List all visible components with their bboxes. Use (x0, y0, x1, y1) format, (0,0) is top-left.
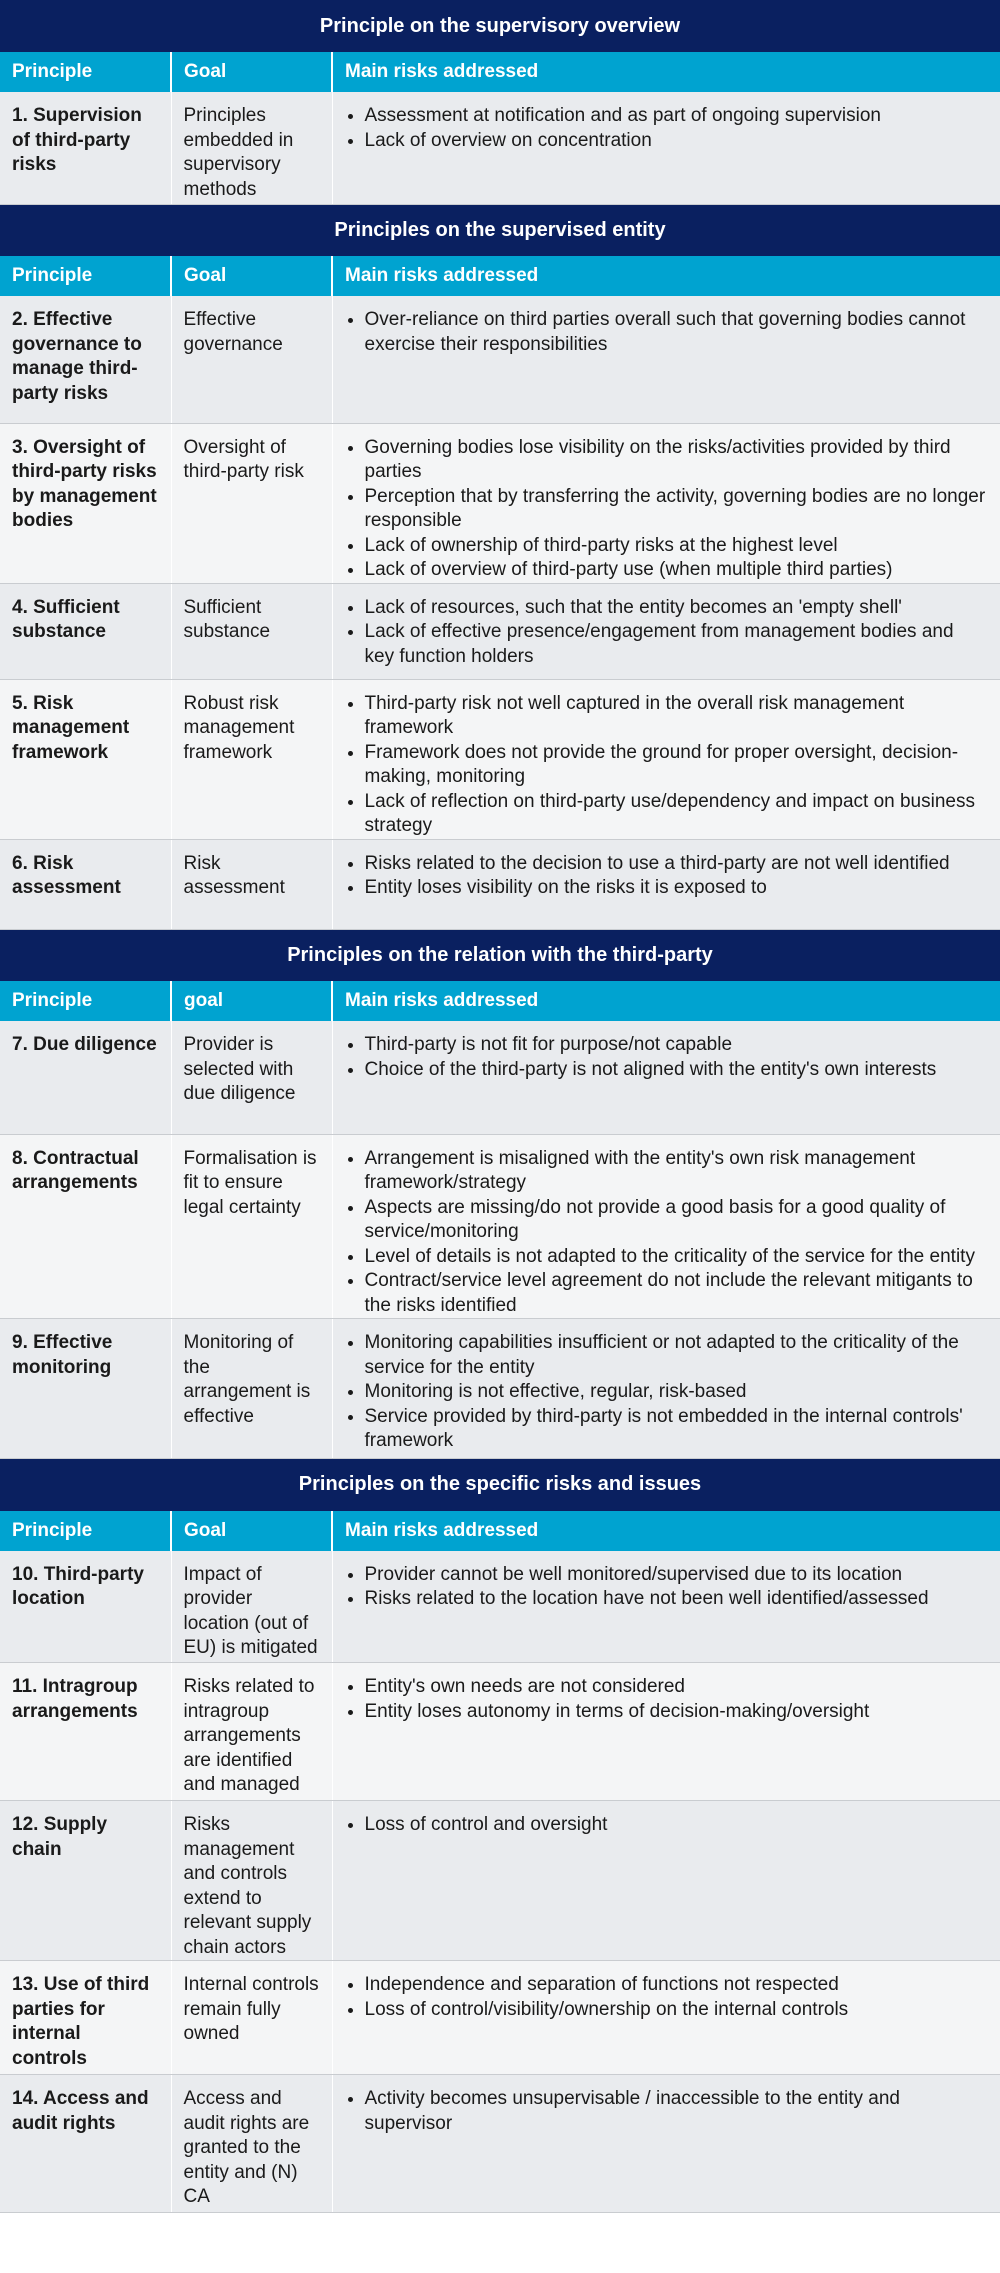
principle-cell: 7. Due diligence (0, 1021, 171, 1134)
risks-cell (332, 1801, 1000, 1961)
risk-item: • Third-party risk not well captured in the overall risk management framework (365, 692, 989, 741)
risk-item: • Activity becomes unsupervisable / inaccessible to the entity and supervisor (365, 2087, 989, 2136)
risks-cell (332, 92, 1000, 204)
risk-item: • Entity loses visibility on the risks it is exposed to (365, 876, 989, 901)
risks-list (345, 1563, 989, 1612)
principle-cell: 3. Oversight of third-party risks by management bodies (0, 423, 171, 583)
risk-item: • Lack of effective presence/engagement from management bodies and key function holders (365, 620, 989, 669)
risk-item: • Lack of overview of third-party use (when multiple third parties) (365, 558, 989, 583)
goal-cell: Robust risk management framework (171, 679, 332, 839)
risks-cell (332, 1961, 1000, 2075)
header-principle: Principle (0, 52, 171, 92)
principle-cell: 14. Access and audit rights (0, 2075, 171, 2213)
section-title: Principles on the relation with the third-party (0, 929, 1000, 981)
principle-cell: 9. Effective monitoring (0, 1319, 171, 1459)
risks-cell (332, 1551, 1000, 1663)
risks-list (345, 308, 989, 357)
risk-item: • Lack of resources, such that the entity becomes an 'empty shell' (365, 596, 989, 621)
principle-cell: 12. Supply chain (0, 1801, 171, 1961)
header-goal: Goal (171, 1511, 332, 1551)
goal-cell: Impact of provider location (out of EU) is mitigated (171, 1551, 332, 1663)
risk-item: • Risks related to the location have not been well identified/assessed (365, 1587, 989, 1612)
risk-item: • Perception that by transferring the activity, governing bodies are no longer responsible (365, 485, 989, 534)
risks-list (345, 2087, 989, 2136)
goal-cell: Risks management and controls extend to relevant supply chain actors (171, 1801, 332, 1961)
goal-cell: Sufficient substance (171, 583, 332, 679)
table-row (0, 1021, 1000, 1134)
principle-cell: 4. Sufficient substance (0, 583, 171, 679)
risk-item: • Loss of control and oversight (365, 1813, 989, 1838)
goal-cell: Provider is selected with due diligence (171, 1021, 332, 1134)
risks-cell (332, 423, 1000, 583)
risk-item: • Entity loses autonomy in terms of decision-making/oversight (365, 1700, 989, 1725)
risks-list (345, 1147, 989, 1319)
risks-cell (332, 583, 1000, 679)
risks-list (345, 1813, 989, 1838)
risks-cell (332, 1663, 1000, 1801)
risks-list (345, 104, 989, 153)
table-row (0, 2075, 1000, 2213)
section-title-row (0, 1459, 1000, 1511)
risk-item: • Contract/service level agreement do not include the relevant mitigants to the risks identified (365, 1269, 989, 1318)
goal-cell: Formalisation is fit to ensure legal certainty (171, 1134, 332, 1319)
header-goal: goal (171, 981, 332, 1021)
principle-cell: 5. Risk management framework (0, 679, 171, 839)
column-header-row (0, 981, 1000, 1021)
section-title: Principles on the supervised entity (0, 204, 1000, 256)
principle-cell: 2. Effective governance to manage third-party risks (0, 296, 171, 423)
risks-cell (332, 1319, 1000, 1459)
principle-cell: 11. Intragroup arrangements (0, 1663, 171, 1801)
risks-cell (332, 839, 1000, 929)
section-title: Principles on the specific risks and issues (0, 1459, 1000, 1511)
goal-cell: Monitoring of the arrangement is effective (171, 1319, 332, 1459)
goal-cell: Risk assessment (171, 839, 332, 929)
table-row (0, 839, 1000, 929)
risk-item: • Lack of ownership of third-party risks at the highest level (365, 534, 989, 559)
risk-item: • Over-reliance on third parties overall such that governing bodies cannot exercise their responsibilities (365, 308, 989, 357)
risks-cell (332, 1021, 1000, 1134)
header-main-risks: Main risks addressed (332, 52, 1000, 92)
header-principle: Principle (0, 256, 171, 296)
risk-item: • Framework does not provide the ground for proper oversight, decision-making, monitoring (365, 741, 989, 790)
header-goal: Goal (171, 52, 332, 92)
risk-item: • Risks related to the decision to use a third-party are not well identified (365, 852, 989, 877)
risk-item: • Arrangement is misaligned with the entity's own risk management framework/strategy (365, 1147, 989, 1196)
section-title-row (0, 929, 1000, 981)
risks-list (345, 1033, 989, 1082)
goal-cell: Oversight of third-party risk (171, 423, 332, 583)
risk-item: • Lack of reflection on third-party use/dependency and impact on business strategy (365, 790, 989, 839)
principle-cell: 1. Supervision of third-party risks (0, 92, 171, 204)
risks-cell (332, 2075, 1000, 2213)
risk-item: • Entity's own needs are not considered (365, 1675, 989, 1700)
column-header-row (0, 256, 1000, 296)
header-main-risks: Main risks addressed (332, 981, 1000, 1021)
section-title-row (0, 0, 1000, 52)
goal-cell: Internal controls remain fully owned (171, 1961, 332, 2075)
table-row (0, 583, 1000, 679)
principle-cell: 13. Use of third parties for internal controls (0, 1961, 171, 2075)
risk-item: • Lack of overview on concentration (365, 129, 989, 154)
risks-list (345, 692, 989, 839)
risk-item: • Choice of the third-party is not aligned with the entity's own interests (365, 1058, 989, 1083)
table-row (0, 92, 1000, 204)
header-principle: Principle (0, 981, 171, 1021)
principle-cell: 6. Risk assessment (0, 839, 171, 929)
table-row (0, 1961, 1000, 2075)
risk-item: • Assessment at notification and as part of ongoing supervision (365, 104, 989, 129)
header-main-risks: Main risks addressed (332, 1511, 1000, 1551)
risk-item: • Provider cannot be well monitored/supervised due to its location (365, 1563, 989, 1588)
table-row (0, 1134, 1000, 1319)
column-header-row (0, 1511, 1000, 1551)
risks-list (345, 436, 989, 583)
risk-item: • Independence and separation of functions not respected (365, 1973, 989, 1998)
risk-item: • Monitoring capabilities insufficient or not adapted to the criticality of the service for the entity (365, 1331, 989, 1380)
header-main-risks: Main risks addressed (332, 256, 1000, 296)
risks-list (345, 596, 989, 670)
risk-item: • Level of details is not adapted to the criticality of the service for the entity (365, 1245, 989, 1270)
risk-item: • Governing bodies lose visibility on the risks/activities provided by third parties (365, 436, 989, 485)
principle-cell: 8. Contractual arrangements (0, 1134, 171, 1319)
risks-cell (332, 296, 1000, 423)
goal-cell: Access and audit rights are granted to the entity and (N) CA (171, 2075, 332, 2213)
risk-item: • Third-party is not fit for purpose/not capable (365, 1033, 989, 1058)
section-title-row (0, 204, 1000, 256)
principle-cell: 10. Third-party location (0, 1551, 171, 1663)
table-row (0, 1663, 1000, 1801)
risks-cell (332, 1134, 1000, 1319)
column-header-row (0, 52, 1000, 92)
risk-item: • Aspects are missing/do not provide a good basis for a good quality of service/monitoring (365, 1196, 989, 1245)
risks-cell (332, 679, 1000, 839)
risk-item: • Monitoring is not effective, regular, risk-based (365, 1380, 989, 1405)
table-row (0, 1551, 1000, 1663)
risks-list (345, 1973, 989, 2022)
risks-list (345, 1331, 989, 1454)
header-principle: Principle (0, 1511, 171, 1551)
table-row (0, 1801, 1000, 1961)
section-title: Principle on the supervisory overview (0, 0, 1000, 52)
table-row (0, 423, 1000, 583)
table-row (0, 296, 1000, 423)
risk-item: • Loss of control/visibility/ownership on the internal controls (365, 1998, 989, 2023)
header-goal: Goal (171, 256, 332, 296)
goal-cell: Principles embedded in supervisory methods (171, 92, 332, 204)
risks-list (345, 1675, 989, 1724)
table-row (0, 1319, 1000, 1459)
risk-item: • Service provided by third-party is not embedded in the internal controls' framework (365, 1405, 989, 1454)
goal-cell: Risks related to intragroup arrangements are identified and managed (171, 1663, 332, 1801)
goal-cell: Effective governance (171, 296, 332, 423)
table-row (0, 679, 1000, 839)
risks-list (345, 852, 989, 901)
